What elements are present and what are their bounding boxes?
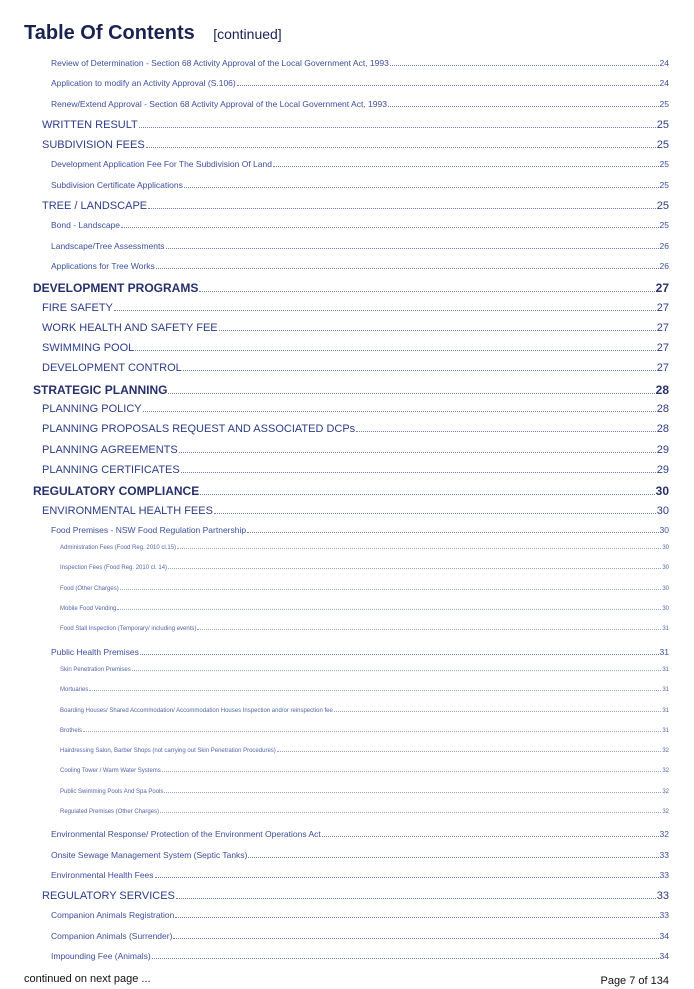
- dot-leader: [181, 471, 656, 473]
- continued-note: continued on next page ...: [24, 973, 151, 985]
- dot-leader: [173, 937, 658, 939]
- toc-entry[interactable]: [0, 586, 694, 606]
- toc-entry[interactable]: [0, 850, 694, 870]
- toc-entry[interactable]: [0, 484, 694, 504]
- toc-entry-page: 27: [656, 342, 669, 355]
- toc-entry[interactable]: [0, 119, 694, 139]
- toc-entry-label: PLANNING POLICY: [42, 403, 142, 416]
- dot-leader: [121, 226, 659, 228]
- toc-entry-page: 27: [656, 362, 669, 375]
- dot-leader: [164, 791, 661, 793]
- toc-entry[interactable]: [0, 383, 694, 403]
- toc-entry-page: 27: [656, 321, 669, 334]
- toc-entry[interactable]: [0, 870, 694, 890]
- toc-entry-label: SUBDIVISION FEES: [42, 139, 145, 152]
- toc-entry-label: Skin Penetration Premises: [60, 666, 131, 673]
- toc-entry-page: 27: [655, 281, 669, 296]
- toc-entry-page: 25: [659, 98, 669, 109]
- dot-leader: [390, 64, 659, 66]
- dot-leader: [117, 608, 661, 610]
- dot-leader: [219, 329, 656, 331]
- page-number: Page 7 of 134: [600, 975, 669, 987]
- toc-entry-label: Impounding Fee (Animals): [51, 951, 151, 962]
- dot-leader: [237, 84, 659, 86]
- toc-entry[interactable]: [0, 99, 694, 119]
- toc-entry-label: WORK HEALTH AND SAFETY FEE: [42, 321, 218, 334]
- toc-entry[interactable]: [0, 545, 694, 565]
- toc-entry[interactable]: [0, 464, 694, 484]
- toc-entry-page: 33: [659, 910, 669, 921]
- toc-entry-label: Subdivision Certificate Applications: [51, 179, 183, 190]
- toc-entry-label: Public Health Premises: [51, 646, 139, 657]
- toc-entry-page: 28: [655, 382, 669, 397]
- dot-leader: [179, 451, 656, 453]
- toc-entry[interactable]: [0, 302, 694, 322]
- page-heading: [24, 22, 282, 45]
- dot-leader: [160, 811, 661, 813]
- toc-entry-page: 33: [659, 869, 669, 880]
- toc-entry-page: 30: [659, 524, 669, 535]
- toc-entry-page: 25: [656, 139, 669, 152]
- toc-entry[interactable]: [0, 647, 694, 667]
- toc-entry-page: 29: [656, 443, 669, 456]
- dot-leader: [199, 290, 654, 292]
- dot-leader: [168, 392, 654, 394]
- page-title: Table Of Contents: [24, 22, 195, 44]
- toc-entry-page: 24: [659, 78, 669, 89]
- dot-leader: [176, 897, 656, 899]
- dot-leader: [166, 247, 659, 249]
- dot-leader: [200, 493, 654, 495]
- toc-entry-page: 32: [662, 808, 669, 815]
- toc-entry-label: Review of Determination - Section 68 Activity Approval of the Local Government Act, 1993: [51, 58, 389, 68]
- toc-entry-label: PLANNING AGREEMENTS: [42, 443, 178, 456]
- toc-entry[interactable]: [0, 423, 694, 443]
- toc-entry-page: 30: [662, 565, 669, 572]
- toc-entry-label: PLANNING CERTIFICATES: [42, 463, 180, 476]
- toc-entry-label: Development Application Fee For The Subdivision Of Land: [51, 159, 272, 170]
- toc-entry-page: 30: [662, 606, 669, 613]
- toc-entry-label: Environmental Response/ Protection of the Environment Operations Act: [51, 829, 321, 840]
- dot-leader: [277, 750, 662, 752]
- dot-leader: [148, 207, 656, 209]
- dot-leader: [322, 835, 659, 837]
- dot-leader: [248, 856, 658, 858]
- toc-entry-page: 31: [659, 646, 669, 657]
- toc-entry-page: 25: [659, 220, 669, 231]
- toc-entry-page: 30: [655, 484, 669, 499]
- dot-leader: [143, 410, 656, 412]
- dot-leader: [140, 653, 659, 655]
- toc-entry-label: Food Stall Inspection (Temporary/ including events): [60, 626, 197, 633]
- dot-leader: [152, 957, 659, 959]
- dot-leader: [334, 710, 661, 712]
- toc-entry[interactable]: [0, 910, 694, 930]
- toc-entry-page: 25: [659, 159, 669, 170]
- toc-entry[interactable]: [0, 565, 694, 585]
- toc-entry[interactable]: [0, 220, 694, 240]
- toc-entry-label: SWIMMING POOL: [42, 342, 135, 355]
- toc-entry-page: 27: [656, 301, 669, 314]
- toc-entry[interactable]: [0, 241, 694, 261]
- toc-entry-page: 30: [662, 545, 669, 552]
- dot-leader: [132, 669, 662, 671]
- toc-entry-page: 29: [656, 463, 669, 476]
- toc-entry[interactable]: [0, 748, 694, 768]
- toc-entry[interactable]: [0, 403, 694, 423]
- toc-entry[interactable]: [0, 708, 694, 728]
- toc-entry[interactable]: [0, 728, 694, 748]
- toc-entry-label: Landscape/Tree Assessments: [51, 240, 165, 251]
- dot-leader: [247, 531, 658, 533]
- toc-entry[interactable]: [0, 951, 694, 971]
- toc-entry-page: 33: [656, 890, 669, 903]
- dot-leader: [183, 369, 656, 371]
- toc-entry-label: Environmental Health Fees: [51, 869, 154, 880]
- toc-entry-page: 31: [662, 727, 669, 734]
- dot-leader: [214, 512, 656, 514]
- toc-entry-page: 31: [662, 626, 669, 633]
- toc-entry-label: Cooling Tower / Warm Water Systems: [60, 768, 161, 775]
- toc-entry-page: 25: [659, 179, 669, 190]
- toc-entry[interactable]: [0, 139, 694, 159]
- toc-entry-label: PLANNING PROPOSALS REQUEST AND ASSOCIATED DCPs: [42, 423, 356, 436]
- toc-entry[interactable]: [0, 809, 694, 829]
- toc-entry-label: Bond - Landscape: [51, 220, 120, 231]
- dot-leader: [83, 730, 661, 732]
- toc-entry-label: Application to modify an Activity Approval (S.106): [51, 78, 236, 89]
- toc-entry-page: 30: [656, 504, 669, 517]
- toc-entry[interactable]: [0, 890, 694, 910]
- toc-entry-label: FIRE SAFETY: [42, 301, 113, 314]
- toc-entry-label: STRATEGIC PLANNING: [33, 382, 168, 397]
- toc-entry-label: ENVIRONMENTAL HEALTH FEES: [42, 504, 213, 517]
- toc-entry[interactable]: [0, 322, 694, 342]
- continued-label: [continued]: [213, 26, 282, 42]
- dot-leader: [89, 689, 661, 691]
- toc-entry-page: 28: [656, 403, 669, 416]
- toc-entry-page: 30: [662, 585, 669, 592]
- toc-entry[interactable]: [0, 789, 694, 809]
- toc-entry-page: 25: [656, 200, 669, 213]
- toc-entry[interactable]: [0, 261, 694, 281]
- dot-leader: [177, 547, 661, 549]
- toc-entry[interactable]: [0, 626, 694, 646]
- toc-entry-label: TREE / LANDSCAPE: [42, 200, 148, 213]
- toc-entry-label: Food (Other Charges): [60, 585, 119, 592]
- toc-entry[interactable]: [0, 606, 694, 626]
- dot-leader: [356, 430, 656, 432]
- toc-entry[interactable]: [0, 444, 694, 464]
- toc-entry-page: 32: [662, 768, 669, 775]
- dot-leader: [146, 146, 656, 148]
- toc-entry-page: 26: [659, 260, 669, 271]
- toc-entry-label: Administration Fees (Food Reg. 2010 cl.15): [60, 545, 177, 552]
- toc-entry[interactable]: [0, 58, 694, 78]
- toc-entry-page: 34: [659, 930, 669, 941]
- dot-leader: [175, 916, 658, 918]
- toc-entry-label: Public Swimming Pools And Spa Pools: [60, 788, 164, 795]
- toc-entry-label: Onsite Sewage Management System (Septic Tanks): [51, 849, 248, 860]
- toc-entry[interactable]: [0, 829, 694, 849]
- toc-entry[interactable]: [0, 768, 694, 788]
- toc-entry-page: 32: [659, 829, 669, 840]
- toc-entry[interactable]: [0, 931, 694, 951]
- toc-entry-label: Regulated Premises (Other Charges): [60, 808, 160, 815]
- toc-entry[interactable]: [0, 687, 694, 707]
- toc-entry-label: Inspection Fees (Food Reg. 2010 cl. 14): [60, 565, 168, 572]
- toc-entry-label: Brothels: [60, 727, 83, 734]
- toc-entry[interactable]: [0, 159, 694, 179]
- toc-entry[interactable]: [0, 667, 694, 687]
- toc-entry-label: Companion Animals (Surrender): [51, 930, 173, 941]
- toc-entry-label: Companion Animals Registration: [51, 910, 175, 921]
- toc-entry-label: REGULATORY SERVICES: [42, 890, 175, 903]
- table-of-contents: [0, 58, 694, 971]
- toc-entry-page: 31: [662, 707, 669, 714]
- toc-entry-page: 32: [662, 788, 669, 795]
- toc-entry-page: 24: [659, 58, 669, 68]
- dot-leader: [162, 770, 662, 772]
- toc-entry-label: REGULATORY COMPLIANCE: [33, 484, 200, 499]
- toc-entry-page: 26: [659, 240, 669, 251]
- toc-entry-page: 32: [662, 748, 669, 755]
- toc-entry-page: 33: [659, 849, 669, 860]
- dot-leader: [155, 876, 659, 878]
- toc-entry[interactable]: [0, 78, 694, 98]
- toc-entry-page: 31: [662, 687, 669, 694]
- dot-leader: [114, 309, 656, 311]
- toc-entry-label: Mobile Food Vending: [60, 606, 117, 613]
- toc-entry-label: WRITTEN RESULT: [42, 118, 138, 131]
- dot-leader: [135, 349, 655, 351]
- toc-entry[interactable]: [0, 200, 694, 220]
- toc-entry-page: 25: [656, 118, 669, 131]
- dot-leader: [120, 588, 662, 590]
- toc-entry-label: Applications for Tree Works: [51, 260, 155, 271]
- toc-entry[interactable]: [0, 180, 694, 200]
- toc-entry-label: Hairdressing Salon, Barber Shops (not carrying out Skin Penetration Procedures): [60, 748, 276, 755]
- toc-entry-page: 34: [659, 951, 669, 962]
- toc-entry[interactable]: [0, 505, 694, 525]
- toc-entry[interactable]: [0, 281, 694, 301]
- dot-leader: [184, 186, 659, 188]
- toc-entry-page: 28: [656, 423, 669, 436]
- dot-leader: [139, 126, 656, 128]
- toc-entry-label: Boarding Houses/ Shared Accommodation/ Accommodation Houses Inspection and/or reinspection fee: [60, 707, 333, 714]
- toc-entry-label: Mortuaries: [60, 687, 89, 694]
- toc-entry-page: 31: [662, 666, 669, 673]
- dot-leader: [197, 628, 661, 630]
- dot-leader: [168, 567, 661, 569]
- toc-entry[interactable]: [0, 525, 694, 545]
- toc-entry-label: DEVELOPMENT CONTROL: [42, 362, 182, 375]
- toc-entry-label: Food Premises - NSW Food Regulation Partnership: [51, 524, 247, 535]
- dot-leader: [273, 165, 659, 167]
- dot-leader: [388, 105, 659, 107]
- toc-entry[interactable]: [0, 362, 694, 382]
- dot-leader: [156, 267, 659, 269]
- toc-entry-label: DEVELOPMENT PROGRAMS: [33, 281, 199, 296]
- toc-entry-label: Renew/Extend Approval - Section 68 Activity Approval of the Local Government Act, 1993: [51, 98, 387, 109]
- toc-entry[interactable]: [0, 342, 694, 362]
